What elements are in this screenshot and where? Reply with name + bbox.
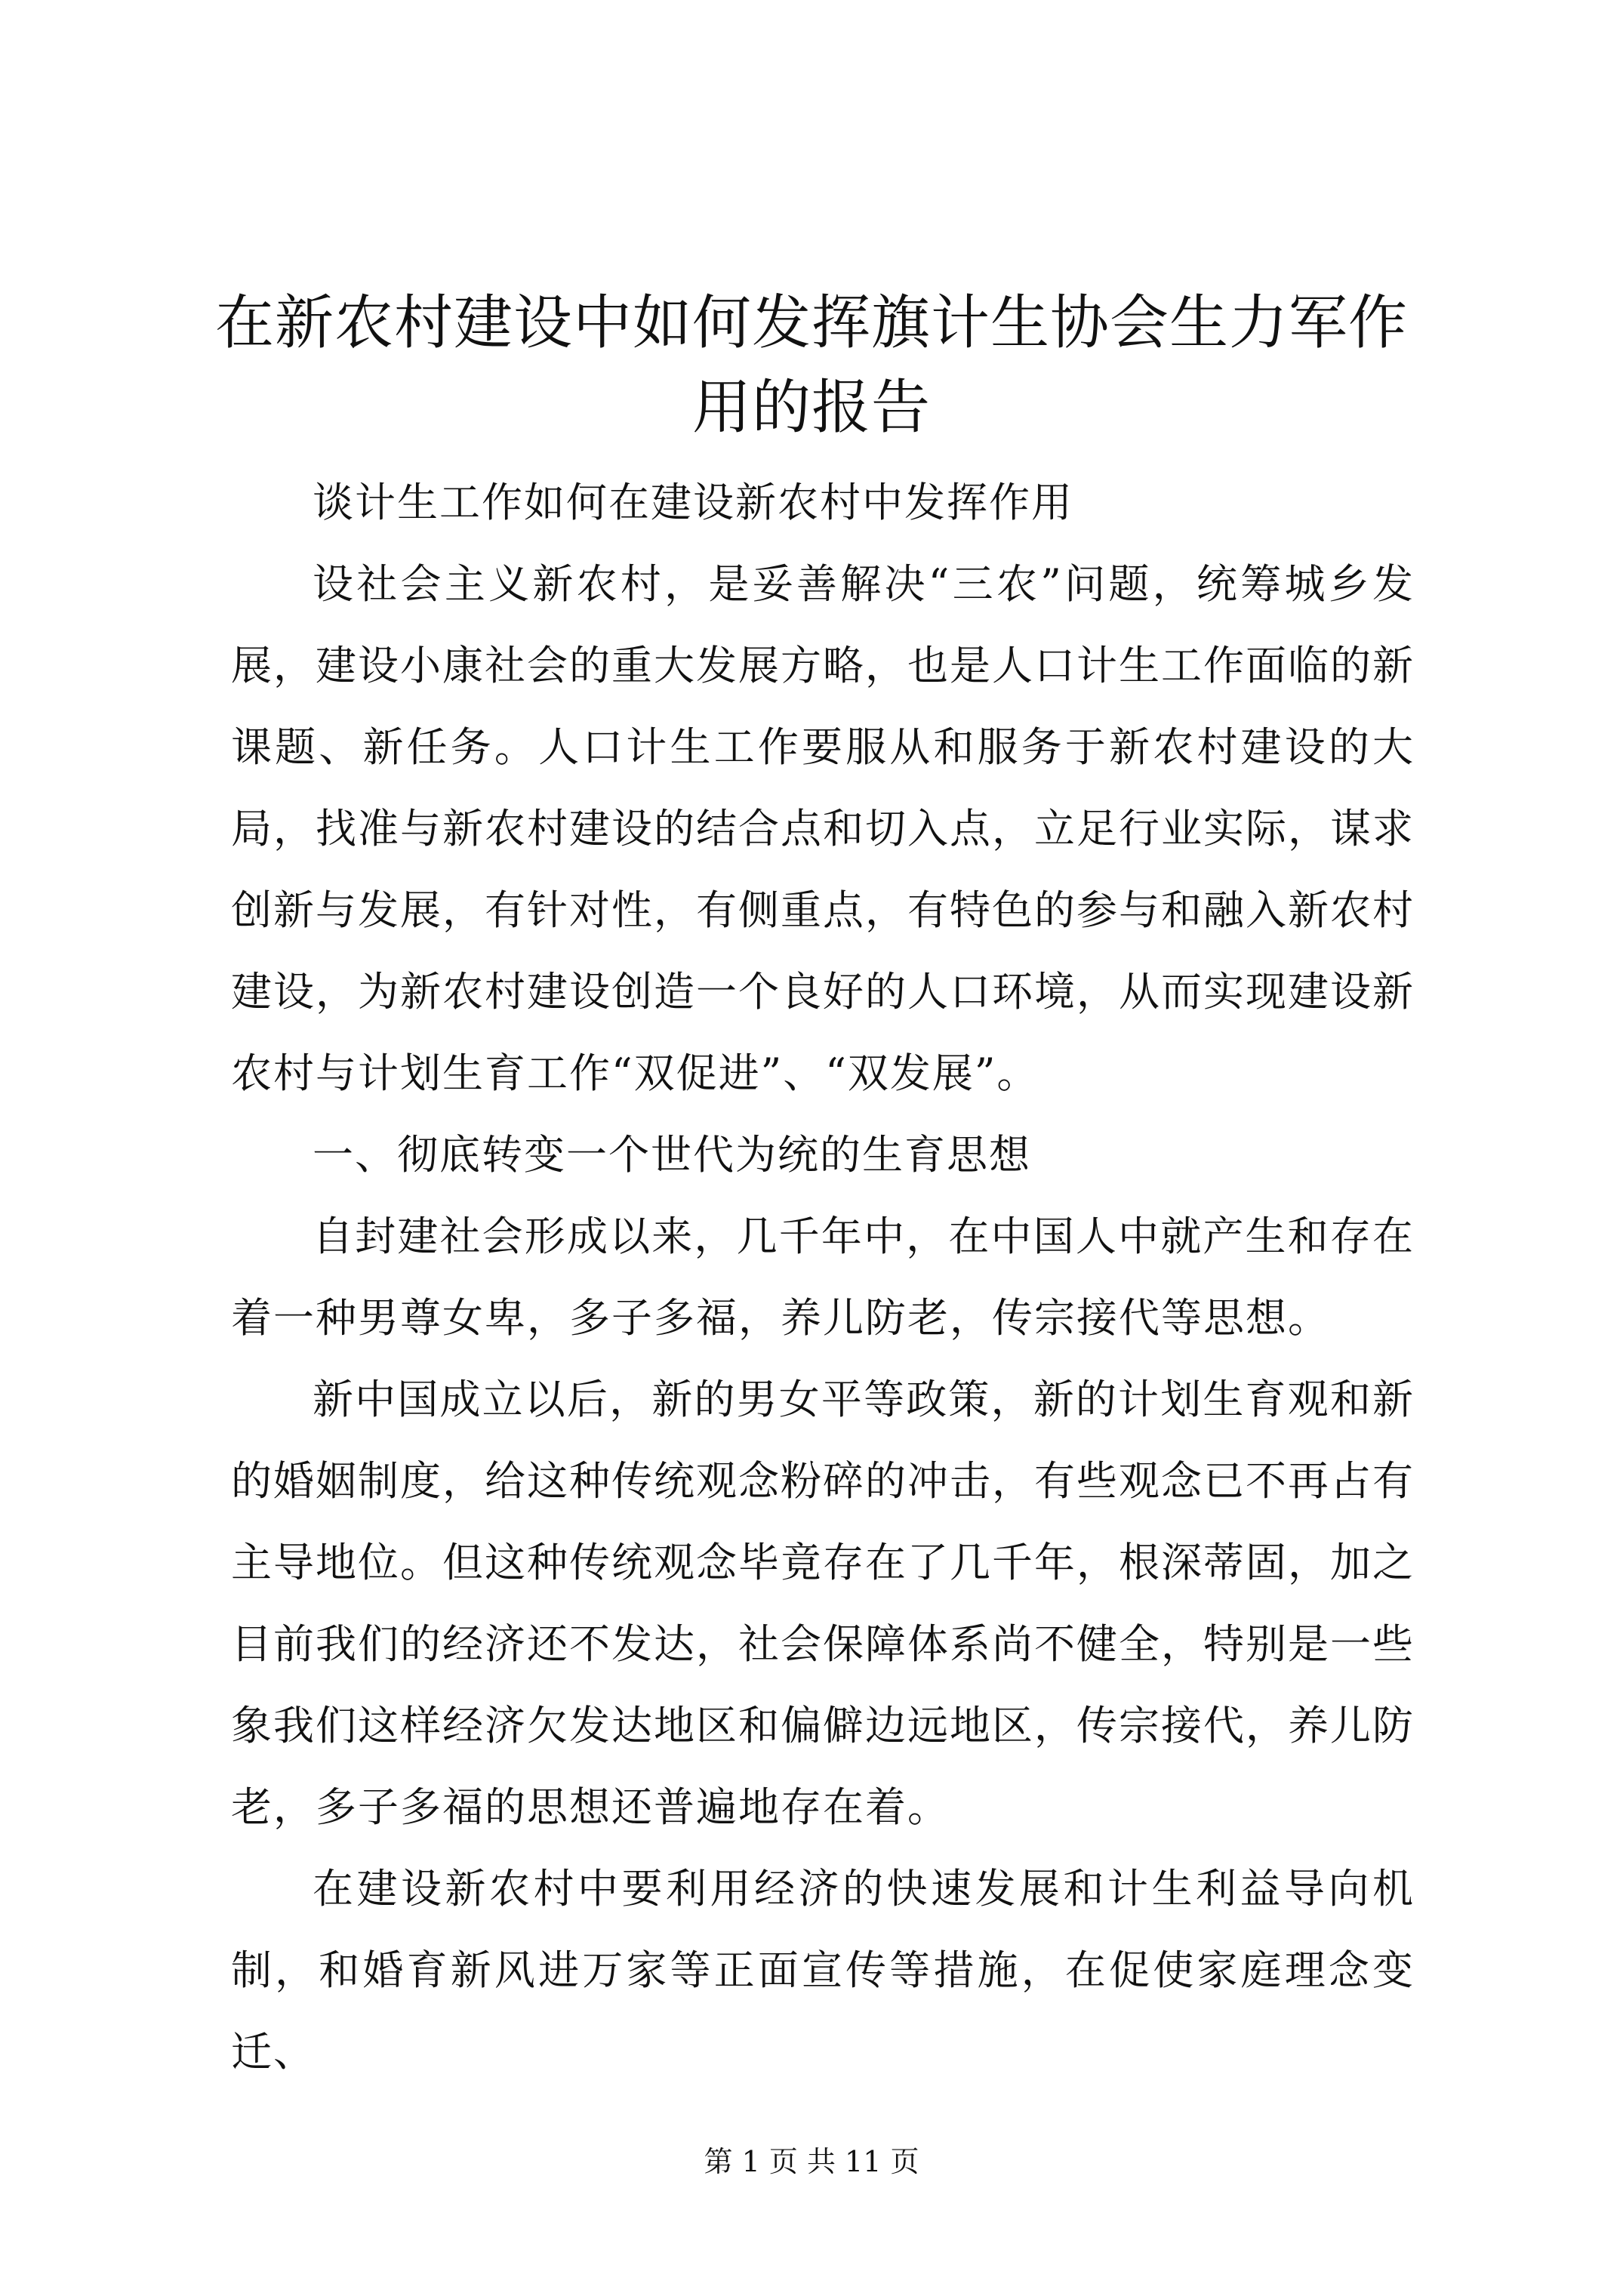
body-paragraph: 自封建社会形成以来，几千年中，在中国人中就产生和存在着一种男尊女卑，多子多福，养儿防老，传宗接代等思想。 bbox=[231, 1213, 1415, 1342]
subtitle-paragraph: 谈计生工作如何在建设新农村中发挥作用 bbox=[313, 479, 1073, 526]
section-heading: 一、彻底转变一个世代为统的生育思想 bbox=[313, 1131, 1031, 1179]
document-title bbox=[189, 281, 1434, 450]
document-body bbox=[231, 462, 1415, 2093]
body-paragraph: 在建设新农村中要利用经济的快速发展和计生利益导向机制，和婚育新风进万家等正面宣传等措施，在促使家庭理念变迁、 bbox=[231, 1865, 1415, 2076]
body-paragraph: 新中国成立以后，新的男女平等政策，新的计划生育观和新的婚姻制度，给这种传统观念粉碎的冲击，有些观念已不再占有主导地位。但这种传统观念毕竟存在了几千年，根深蒂固，加之目前我们的经济还不发达，社会保障体系尚不健全，特别是一些象我们这样经济欠发达地区和偏僻边远地区，传宗接代，养儿防老，多子多福的思想还普遍地存在着。 bbox=[231, 1376, 1415, 1831]
title-line-1: 在新农村建设中如何发挥旗计生协会生力军作 bbox=[214, 289, 1408, 357]
body-paragraph: 设社会主义新农村，是妥善解决“三农”问题，统筹城乡发展，建设小康社会的重大发展方略，也是人口计生工作面临的新课题、新任务。人口计生工作要服从和服务于新农村建设的大局，找准与新农村建设的结合点和切入点，立足行业实际，谋求创新与发展，有针对性，有侧重点，有特色的参与和融入新农村建设，为新农村建设创造一个良好的人口环境，从而实现建设新农村与计划生育工作“双促进”、“双发展”。 bbox=[231, 560, 1415, 1097]
page-number-footer: 第 1 页 共 11 页 bbox=[704, 2145, 919, 2178]
title-line-2: 用的报告 bbox=[691, 374, 931, 442]
